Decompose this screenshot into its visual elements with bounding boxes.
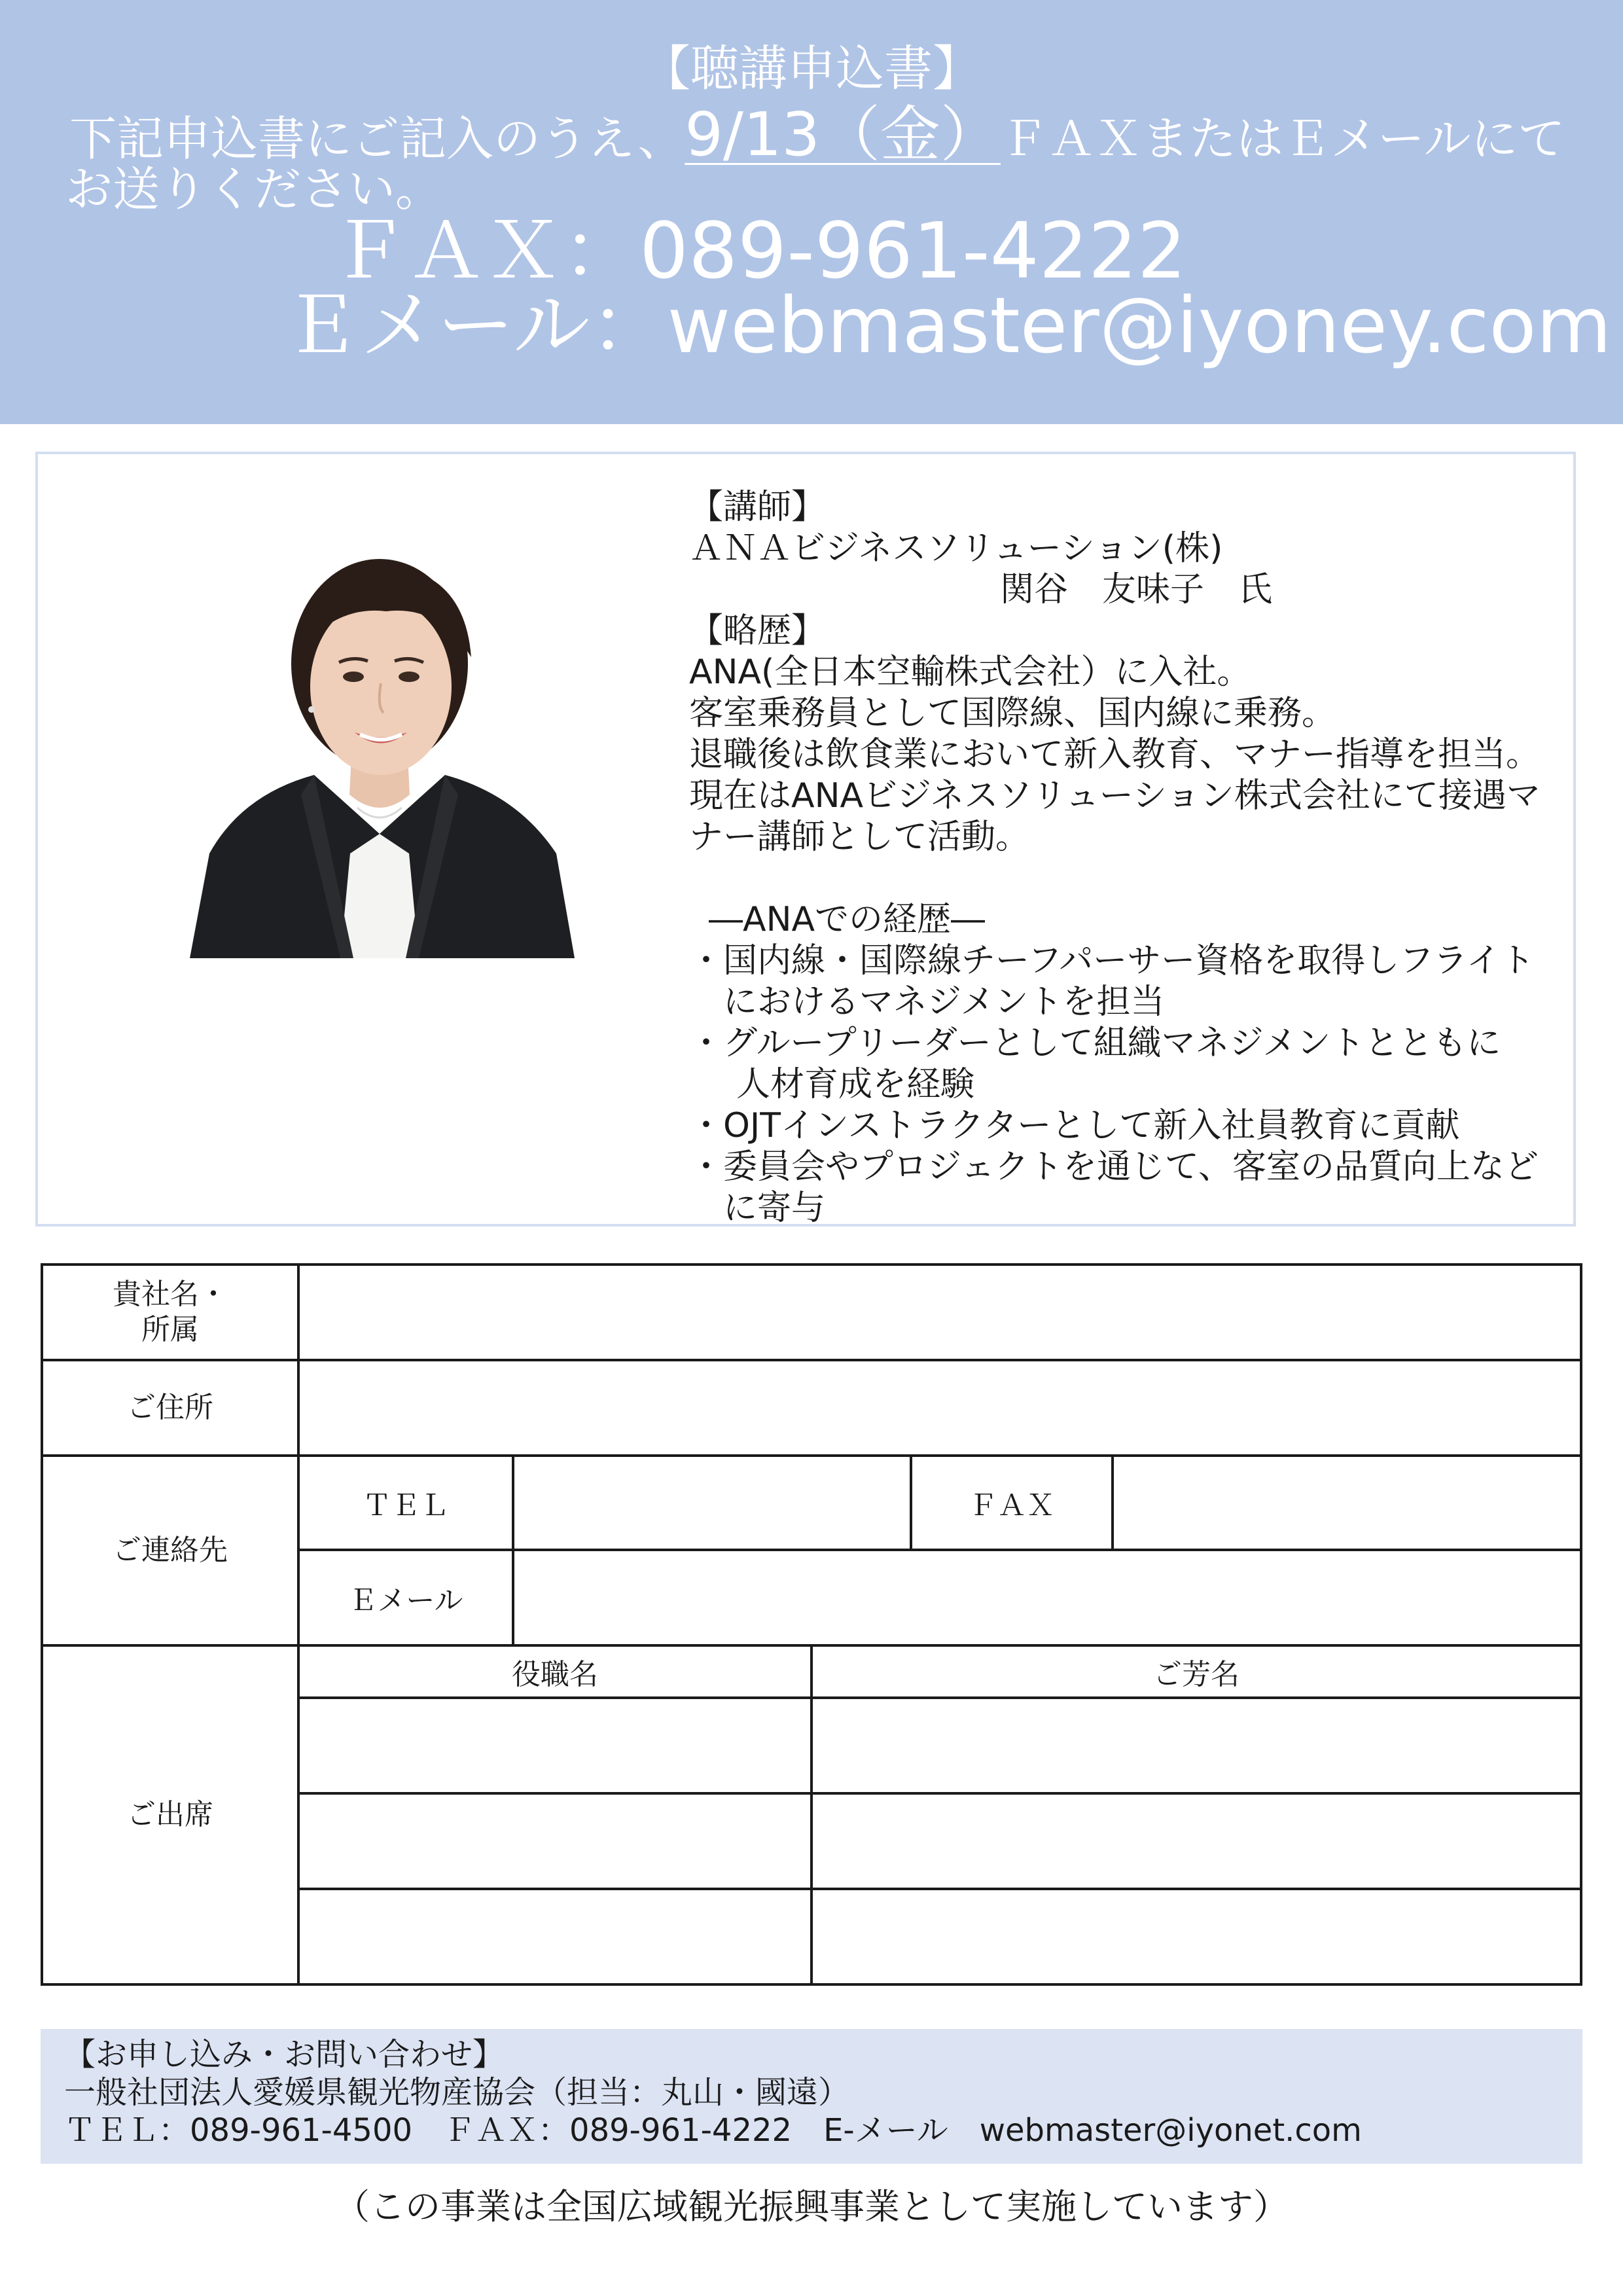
header-fax-number: ＦＡＸ：089-961-4222 xyxy=(330,206,1186,296)
inquiry-contact-box xyxy=(41,2029,1582,2164)
attendee-name-field[interactable] xyxy=(812,1889,1581,1984)
contact-details: ＴＥＬ：089-961-4500 ＦＡＸ：089-961-4222 E-メール webmaster@iyonet.com xyxy=(64,2112,1362,2149)
lecturer-name: 関谷 友味子 氏 xyxy=(1000,570,1273,609)
attendance-label: ご出席 xyxy=(42,1645,298,1984)
attendance-header-row xyxy=(42,1645,1581,1698)
header-banner xyxy=(0,0,1623,424)
instruction-suffix: ＦＡＸまたはＥメールにて xyxy=(1000,111,1565,166)
deadline-date: 9/13（金） xyxy=(685,99,1001,170)
career-item: ・OJTインストラクターとして新入社員教育に貢献 xyxy=(689,1106,1460,1145)
inquiry-heading: 【お申し込み・お問い合わせ】 xyxy=(64,2036,505,2073)
contact-label: ご連絡先 xyxy=(42,1456,298,1645)
instruction-line xyxy=(69,99,1565,170)
attendee-position-field[interactable] xyxy=(298,1889,812,1984)
company-label xyxy=(42,1265,298,1360)
biography-line: 現在はANAビジネスソリューション株式会社にて接遇マ xyxy=(689,776,1541,816)
biography-line: ナー講師として活動。 xyxy=(689,817,1030,857)
lecturer-info xyxy=(689,487,1560,1229)
header-email-address: Ｅメール：webmaster@iyoney.com xyxy=(283,280,1612,370)
attendee-name-field[interactable] xyxy=(812,1698,1581,1793)
fax-label: ＦＡＸ xyxy=(911,1456,1113,1550)
organization-name: 一般社団法人愛媛県観光物産協会（担当：丸山・國遠） xyxy=(64,2074,850,2111)
name-header: ご芳名 xyxy=(812,1645,1581,1698)
phone-row xyxy=(42,1456,1581,1550)
email-label: Ｅメール xyxy=(298,1550,513,1645)
company-label-line: 所属 xyxy=(141,1313,199,1346)
lecturer-photo xyxy=(190,546,575,958)
lecturer-company: ＡＮＡビジネスソリューション(株) xyxy=(689,529,1223,568)
career-item: ・グループリーダーとして組織マネジメントとともに xyxy=(689,1024,1501,1063)
lecturer-profile-box xyxy=(35,452,1576,1227)
attendee-name-field[interactable] xyxy=(812,1793,1581,1889)
position-header: 役職名 xyxy=(298,1645,812,1698)
career-item: ・国内線・国際線チーフパーサー資格を取得しフライト xyxy=(689,941,1535,980)
spacer-line xyxy=(689,858,1560,899)
career-item-continued: 人材育成を経験 xyxy=(736,1065,975,1104)
footer-note: （この事業は全国広域観光振興事業として実施しています） xyxy=(334,2186,1289,2227)
tel-label: ＴＥＬ xyxy=(298,1456,513,1550)
attendee-position-field[interactable] xyxy=(298,1698,812,1793)
career-item: ・委員会やプロジェクトを通じて、客室の品質向上など xyxy=(689,1147,1539,1187)
career-item-continued: に寄与 xyxy=(723,1189,826,1228)
company-field[interactable] xyxy=(298,1265,1581,1360)
address-label: ご住所 xyxy=(42,1360,298,1456)
company-row xyxy=(42,1265,1581,1360)
career-item-continued: におけるマネジメントを担当 xyxy=(723,982,1165,1022)
form-title: 【聴講申込書】 xyxy=(642,41,981,97)
tel-field[interactable] xyxy=(513,1456,911,1550)
biography-line: ANA(全日本空輸株式会社）に入社。 xyxy=(689,653,1251,692)
application-form-table xyxy=(41,1263,1582,1986)
biography-line: 退職後は飲食業において新入教育、マナー指導を担当。 xyxy=(689,735,1541,774)
attendee-position-field[interactable] xyxy=(298,1793,812,1889)
biography-line: 客室乗務員として国際線、国内線に乗務。 xyxy=(689,694,1336,733)
fax-field[interactable] xyxy=(1113,1456,1581,1550)
email-field[interactable] xyxy=(513,1550,1581,1645)
company-label-line: 貴社名・ xyxy=(113,1278,228,1311)
lecturer-portrait-image xyxy=(190,546,575,958)
address-field[interactable] xyxy=(298,1360,1581,1456)
instruction-line-2: お送りください。 xyxy=(65,162,443,217)
lecturer-heading: 【講師】 xyxy=(689,488,826,527)
career-heading: ―ANAでの経歴― xyxy=(709,900,986,939)
address-row xyxy=(42,1360,1581,1456)
instruction-prefix: 下記申込書にご記入のうえ、 xyxy=(69,111,685,166)
biography-heading: 【略歴】 xyxy=(689,611,826,651)
